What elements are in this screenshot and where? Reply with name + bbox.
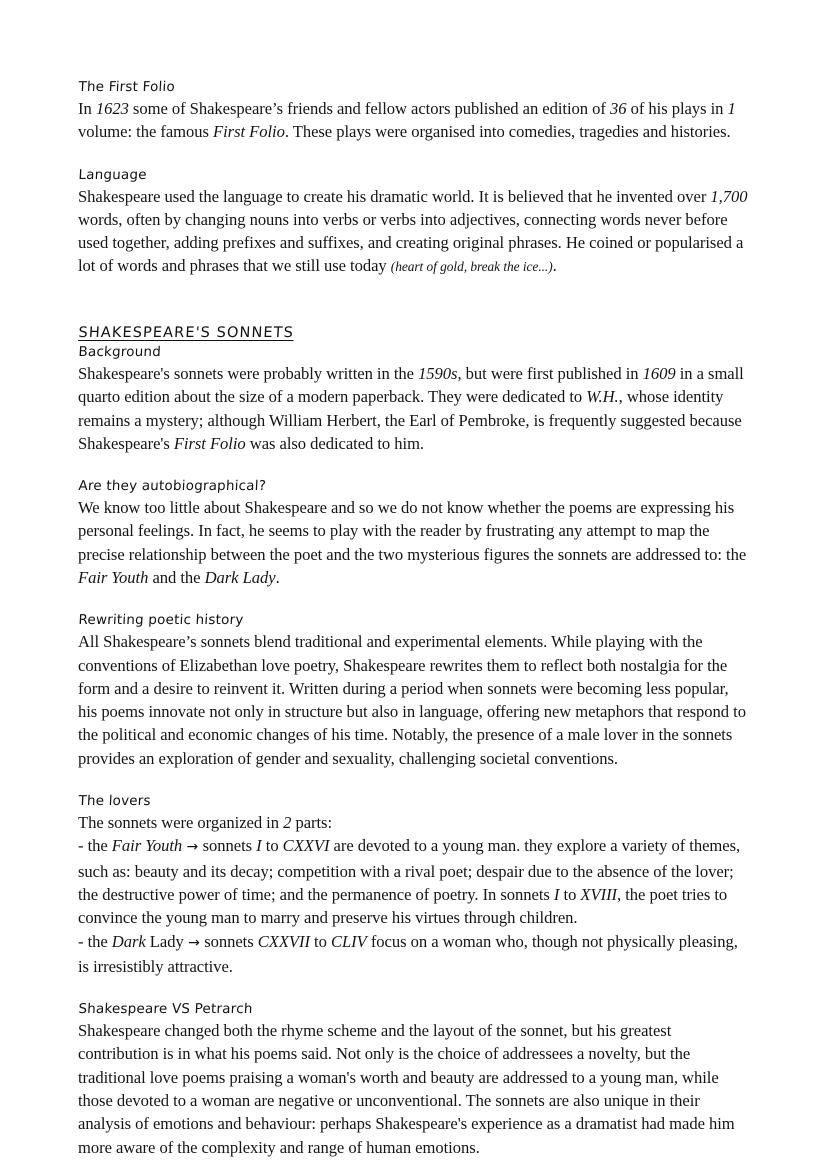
text-run: sonnets (202, 836, 257, 856)
term-dark-lady: Dark Lady (204, 567, 276, 587)
section-sonnets (78, 324, 750, 455)
right-arrow-icon: → (182, 839, 203, 856)
heading-first-folio (78, 78, 750, 96)
heading-first-folio-text: The First Folio (78, 79, 176, 95)
text-run: was also dedicated to him. (245, 433, 425, 453)
spacer (78, 455, 750, 477)
paragraph-lovers-intro (78, 811, 750, 834)
paragraph-vs-petrarch: Shakespeare changed both the rhyme scheme and the layout of the sonnet, but his greatest contribution is in what his poems said. Not only is the choice of addressees a novelty, but the traditional love poems praising a woman's worth and beauty are addressed to a young man, while those devoted to a woman are negative or unconventional. The sonnets are also unique in their analysis of emotions and behaviour: perhaps Shakespeare's experience as a dramatist had made him more aware of the complexity and range of human emotions. (78, 1021, 735, 1157)
text-run: The sonnets were organized in (78, 813, 284, 833)
text-run: words, often by changing nouns into verbs or verbs into adjectives, connecting words never before used together, adding prefixes and suffixes, and creating original phrases. He coined or popularised a lot of words and phrases that we still use today (78, 209, 744, 276)
term-fair-youth: Fair Youth (78, 567, 149, 587)
heading-vs-petrarch-text: Shakespeare VS Petrarch (78, 1001, 253, 1018)
dedicatee-initials: W.H. (586, 387, 619, 407)
text-run: Shakespeare's sonnets were probably written in the (78, 363, 419, 383)
term-fair-youth: Fair Youth (111, 836, 183, 856)
section-rewriting (78, 611, 750, 770)
list-item-dark-lady (78, 930, 750, 979)
text-run: parts: (291, 813, 333, 833)
heading-vs-petrarch (78, 1000, 750, 1018)
text-run: . (552, 256, 557, 276)
sonnet-range-end: CXXVI (282, 836, 330, 856)
text-run: to (261, 836, 283, 856)
paragraph-rewriting: All Shakespeare’s sonnets blend traditional and experimental elements. While playing with the conventions of Elizabethan love poetry, Shakespeare rewrites them to reflect both nostalgia for the form and a desire to reinvent it. Written during a period when sonnets were becoming less popular, his poems innovate not only in structure but also in language, offering new metaphors that respond to the political and economic changes of his time. Notably, the presence of a male lover in the sonnets provides an exploration of gender and sexuality, challenging societal conventions. (78, 632, 746, 768)
list-item-fair-youth (78, 834, 750, 929)
section-autobiographical (78, 477, 750, 589)
heading-autobiographical (78, 477, 750, 495)
heading-autobiographical-text: Are they autobiographical? (78, 478, 267, 495)
sonnet-range-end: CLIV (330, 931, 367, 951)
title-first-folio: First Folio (173, 433, 246, 453)
sonnet-range-start: I (256, 836, 262, 856)
paragraph-language (78, 185, 750, 279)
word-count: 1,700 (710, 186, 748, 206)
text-run: to (309, 931, 331, 951)
heading-background-text: Background (78, 343, 162, 360)
spacer (78, 770, 750, 792)
text-run: , the poet tries to convince the young man to marry and preserve his virtues through children. (78, 884, 728, 928)
text-run: . (275, 567, 280, 587)
text-run: - the (78, 931, 112, 951)
text-run: In (78, 99, 96, 118)
year-1623: 1623 (95, 99, 129, 118)
heading-language (78, 166, 750, 184)
sonnet-range2-start: I (553, 884, 560, 904)
title-first-folio: First Folio (213, 122, 285, 142)
term-dark: Dark (111, 931, 146, 951)
heading-language-text: Language (78, 166, 148, 183)
text-run: We know too little about Shakespeare and so we do not know whether the poems are expressing his personal feelings. In fact, he seems to play with the reader by frustrating any attempt to map the precise relationship between the poet and the two mysterious figures the sonnets are addressed to: the (78, 498, 747, 564)
section-language (78, 166, 750, 279)
section-lovers (78, 792, 750, 978)
text-run: of his plays in (626, 99, 728, 118)
sonnet-range-start: CXXVII (257, 931, 310, 951)
right-arrow-icon: → (183, 934, 205, 951)
text-run: Lady (145, 931, 184, 951)
heading-lovers-text: The lovers (78, 793, 152, 810)
spacer (78, 279, 750, 324)
parts-count: 2 (283, 813, 292, 833)
text-run: , but were first published in (457, 363, 643, 383)
section-first-folio (78, 78, 750, 144)
text-run: Shakespeare used the language to create his dramatic world. It is believed that he invented over (78, 186, 711, 206)
volume-count: 1 (727, 99, 736, 118)
heading-shakespeares-sonnets (78, 324, 750, 342)
text-run: . These plays were organised into comedies, tragedies and histories. (284, 122, 731, 142)
spacer (78, 589, 750, 611)
text-run: to (559, 884, 581, 904)
text-run: are devoted to a young man. they explore a variety of themes, such as: beauty and its decay; competition with a rival poet; despair due to the absence of the lover; the destructive power of time; and the permanence of poetry. In sonnets (78, 836, 741, 904)
text-run: some of Shakespeare’s friends and fellow actors published an edition of (128, 99, 610, 118)
section-vs-petrarch (78, 1000, 750, 1159)
year-1609: 1609 (642, 363, 676, 383)
spacer (78, 144, 750, 166)
text-run: focus on a woman who, though not physically pleasing, is irresistibly attractive. (78, 931, 738, 976)
paragraph-autobiographical (78, 496, 750, 589)
text-run: and the (148, 567, 205, 587)
sonnet-range2-end: XVIII (580, 884, 618, 904)
decade-1590s: 1590s (418, 363, 458, 383)
paragraph-background (78, 362, 750, 455)
heading-rewriting (78, 611, 750, 629)
text-run: volume: the famous (78, 122, 214, 142)
text-run: sonnets (204, 931, 258, 951)
paragraph-first-folio (78, 97, 750, 144)
text-run: in a small quarto edition about the size of a modern paperback. They were dedicated to (78, 363, 744, 407)
play-count: 36 (609, 99, 627, 118)
text-run: , whose identity remains a mystery; although William Herbert, the Earl of Pembroke, is frequently suggested because Shakespeare's (78, 387, 742, 453)
document-body (78, 78, 750, 1159)
heading-shakespeares-sonnets-text: SHAKESPEARE'S SONNETS (78, 324, 295, 341)
spacer (78, 978, 750, 1000)
heading-lovers (78, 792, 750, 810)
phrase-examples-note: (heart of gold, break the ice...) (390, 259, 553, 275)
heading-background (78, 343, 750, 361)
heading-rewriting-text: Rewriting poetic history (78, 612, 244, 629)
text-run: - the (78, 836, 112, 856)
